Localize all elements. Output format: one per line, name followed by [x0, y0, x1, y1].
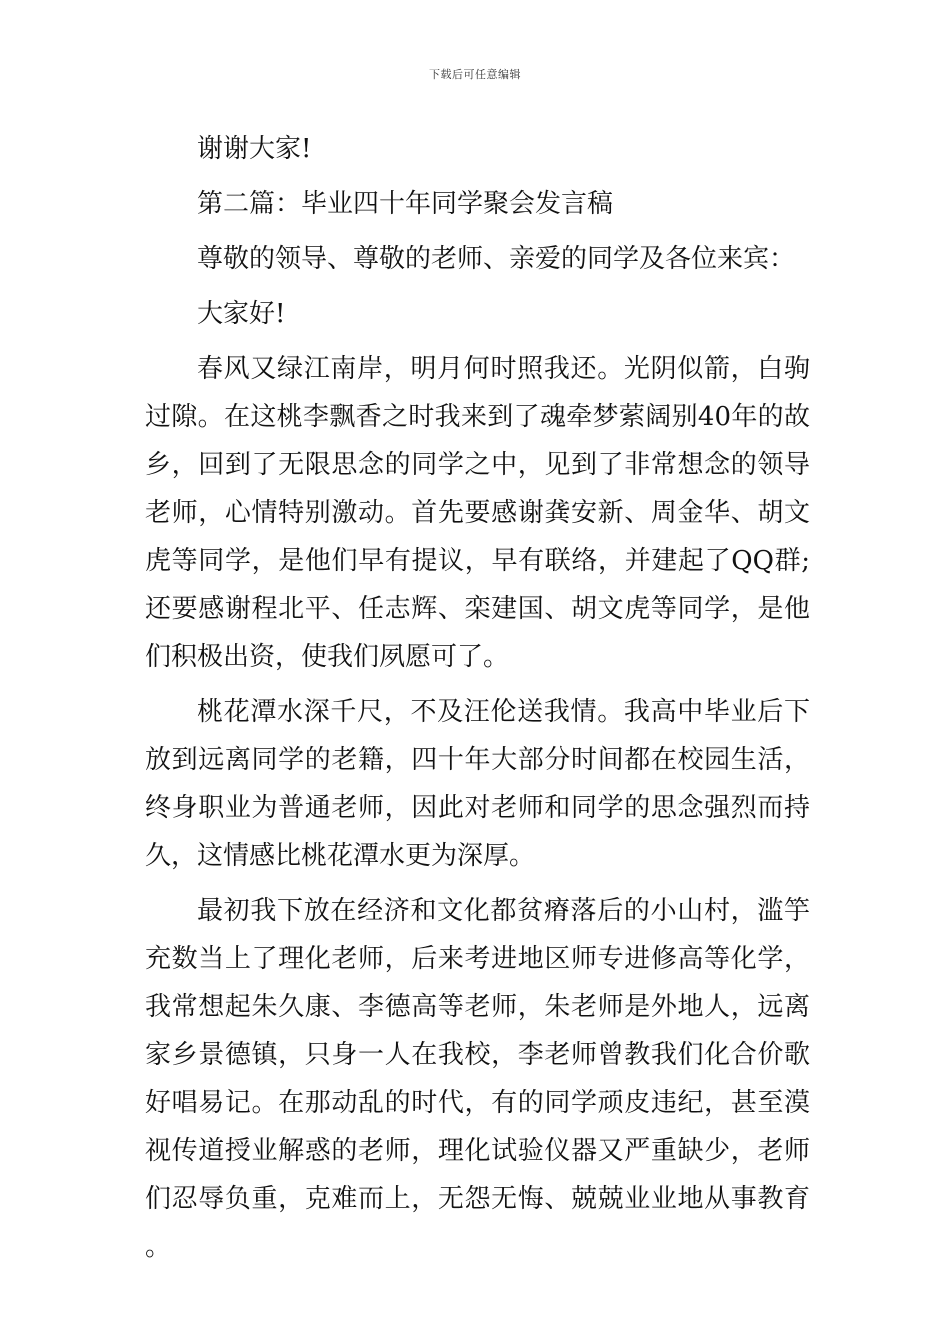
greeting: 大家好! [197, 299, 286, 329]
salutation: 尊敬的领导、尊敬的老师、亲爱的同学及各位来宾： [197, 244, 796, 274]
paragraph: 最初我下放在经济和文化都贫瘠落后的小山村，滥竽充数当上了理化老师，后来考进地区师专进修高等化学，我常想起朱久康、李德高等老师，朱老师是外地人，远离家乡景德镇，只身一人在我校，李老师曾教我们化合价歌好唱易记。在那动乱的时代，有的同学顽皮违纪，甚至漠视传道授业解惑的老师，理化试验仪器又严重缺少，老师们忍辱负重，克难而上，无怨无悔、兢兢业业地从事教育。 [145, 896, 810, 1262]
document-body [145, 125, 810, 1278]
paragraph: 春风又绿江南岸，明月何时照我还。光阴似箭，白驹过隙。在这桃李飘香之时我来到了魂牵梦萦阔别40年的故乡，回到了无限思念的同学之中，见到了非常想念的领导老师，心情特别激动。首先要感谢龚安新、周金华、胡文虎等同学，是他们早有提议，早有联络，并建起了QQ群;还要感谢程北平、任志辉、栾建国、胡文虎等同学，是他们积极出资，使我们夙愿可了。 [145, 354, 810, 672]
section-title: 第二篇：毕业四十年同学聚会发言稿 [197, 189, 614, 219]
closing-thanks: 谢谢大家! [197, 134, 312, 164]
paragraph: 桃花潭水深千尺，不及汪伦送我情。我高中毕业后下放到远离同学的老籍，四十年大部分时间都在校园生活，终身职业为普通老师，因此对老师和同学的思念强烈而持久，这情感比桃花潭水更为深厚。 [145, 697, 810, 871]
page-header: 下载后可任意编辑 [429, 68, 521, 81]
